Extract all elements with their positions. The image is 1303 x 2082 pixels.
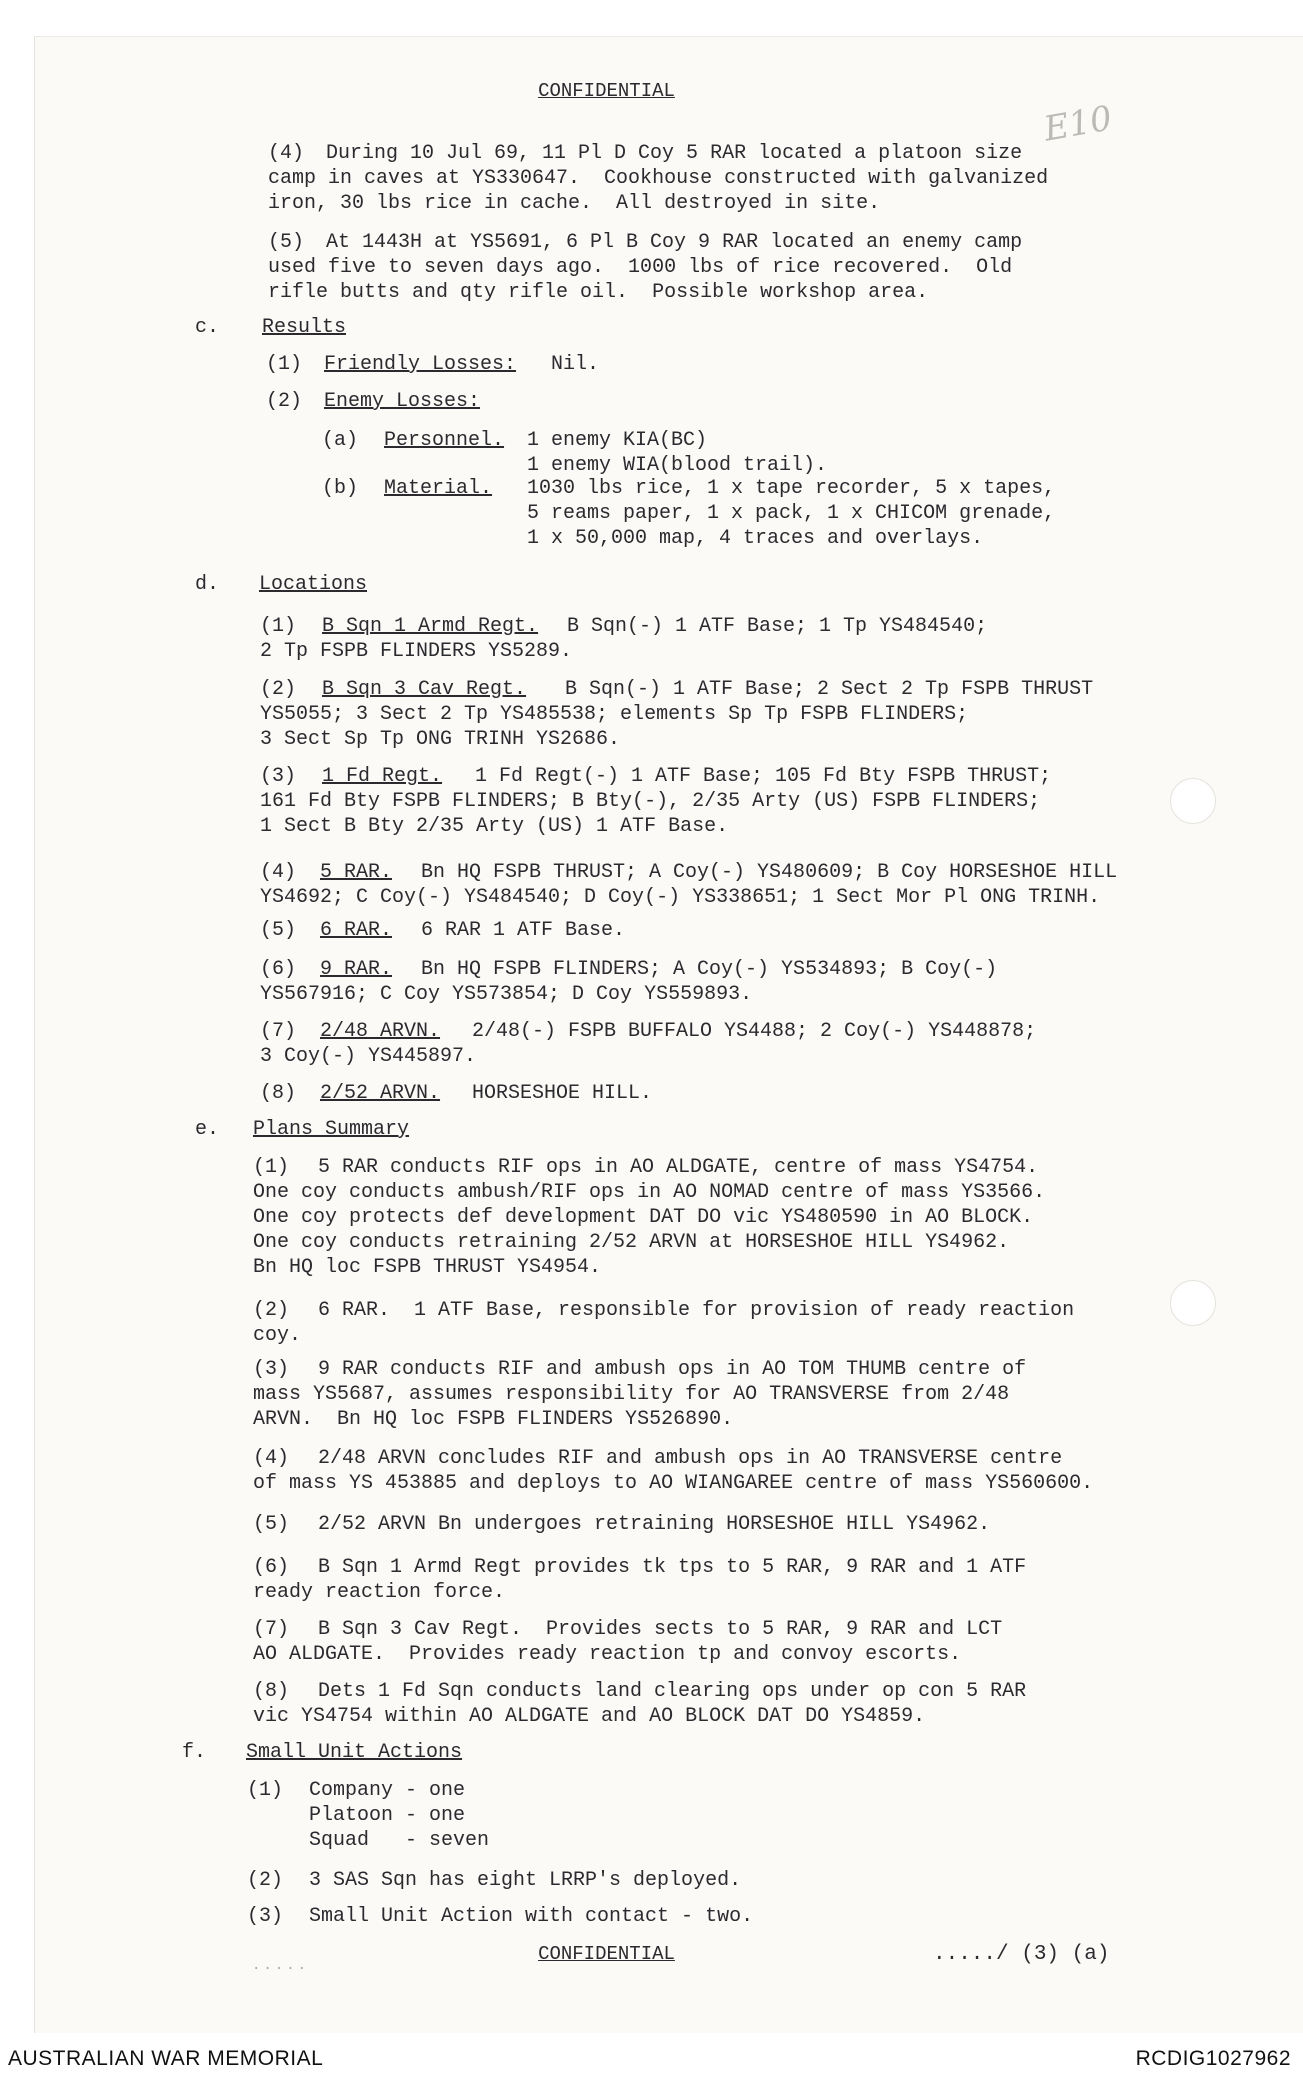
item-text: 2 Tp FSPB FLINDERS YS5289.: [260, 640, 573, 663]
item-text: YS5055; 3 Sect 2 Tp YS485538; elements Sp Tp FSPB FLINDERS;: [260, 703, 969, 726]
item-text: vic YS4754 within AO ALDGATE and AO BLOCK DAT DO YS4859.: [253, 1705, 926, 1728]
item-number: (5): [260, 919, 297, 942]
item-number: (2): [266, 390, 303, 413]
item-text: 5 RAR conducts RIF ops in AO ALDGATE, centre of mass YS4754.: [318, 1156, 1039, 1179]
item-number: (3): [260, 765, 297, 788]
item-number: (7): [253, 1618, 290, 1641]
item-text: 2/52 ARVN Bn undergoes retraining HORSESHOE HILL YS4962.: [318, 1513, 991, 1536]
item-number: (a): [322, 429, 359, 452]
item-label: Material.: [384, 477, 493, 500]
punch-hole: [1170, 1280, 1216, 1326]
item-text: During 10 Jul 69, 11 Pl D Coy 5 RAR located a platoon size: [326, 142, 1023, 165]
item-text: mass YS5687, assumes responsibility for AO TRANSVERSE from 2/48: [253, 1383, 1010, 1406]
item-label: B Sqn 3 Cav Regt.: [322, 678, 527, 701]
item-text: One coy conducts ambush/RIF ops in AO NOMAD centre of mass YS3566.: [253, 1181, 1046, 1204]
item-text: 2/48(-) FSPB BUFFALO YS4488; 2 Coy(-) YS448878;: [472, 1020, 1037, 1043]
item-number: (b): [322, 477, 359, 500]
item-number: (6): [260, 958, 297, 981]
item-number: (2): [253, 1299, 290, 1322]
item-number: (1): [260, 615, 297, 638]
item-text: 9 RAR conducts RIF and ambush ops in AO TOM THUMB centre of: [318, 1358, 1027, 1381]
item-text: 3 SAS Sqn has eight LRRP's deployed.: [309, 1869, 742, 1892]
archive-label: AUSTRALIAN WAR MEMORIAL: [8, 2047, 324, 2070]
item-text: 1 Sect B Bty 2/35 Arty (US) 1 ATF Base.: [260, 815, 729, 838]
item-text: 6 RAR. 1 ATF Base, responsible for provision of ready reaction: [318, 1299, 1075, 1322]
item-text: HORSESHOE HILL.: [472, 1082, 653, 1105]
item-text: Bn HQ loc FSPB THRUST YS4954.: [253, 1256, 602, 1279]
item-text: 1 enemy KIA(BC): [527, 429, 708, 452]
item-text: B Sqn 3 Cav Regt. Provides sects to 5 RAR, 9 RAR and LCT: [318, 1618, 1003, 1641]
item-text: Company - one: [309, 1779, 466, 1802]
item-text: B Sqn(-) 1 ATF Base; 1 Tp YS484540;: [567, 615, 988, 638]
section-letter: e.: [195, 1118, 220, 1141]
item-label: 2/52 ARVN.: [320, 1082, 441, 1105]
item-number: (4): [260, 861, 297, 884]
item-text: 161 Fd Bty FSPB FLINDERS; B Bty(-), 2/35 Arty (US) FSPB FLINDERS;: [260, 790, 1041, 813]
item-text: iron, 30 lbs rice in cache. All destroyed in site.: [268, 192, 881, 215]
item-number: (1): [266, 353, 303, 376]
classification-footer: CONFIDENTIAL: [538, 1943, 675, 1965]
item-number: (4): [253, 1447, 290, 1470]
item-label: Personnel.: [384, 429, 505, 452]
page-dots: .....: [252, 1958, 310, 1974]
item-label: 5 RAR.: [320, 861, 393, 884]
item-label: Friendly Losses:: [324, 353, 517, 376]
item-text: B Sqn(-) 1 ATF Base; 2 Sect 2 Tp FSPB THRUST: [565, 678, 1094, 701]
classification-header: CONFIDENTIAL: [538, 80, 675, 102]
item-number: (4): [268, 142, 305, 165]
section-title: Locations: [259, 573, 368, 596]
section-title: Results: [262, 316, 347, 339]
item-number: (5): [253, 1513, 290, 1536]
item-label: 9 RAR.: [320, 958, 393, 981]
item-text: 1 x 50,000 map, 4 traces and overlays.: [527, 527, 984, 550]
item-number: (8): [260, 1082, 297, 1105]
item-number: (1): [247, 1779, 284, 1802]
item-text: Platoon - one: [309, 1804, 466, 1827]
item-number: (2): [247, 1869, 284, 1892]
item-number: (5): [268, 231, 305, 254]
item-text: Dets 1 Fd Sqn conducts land clearing ops under op con 5 RAR: [318, 1680, 1027, 1703]
item-text: AO ALDGATE. Provides ready reaction tp and convoy escorts.: [253, 1643, 962, 1666]
item-text: Bn HQ FSPB THRUST; A Coy(-) YS480609; B Coy HORSESHOE HILL: [421, 861, 1118, 884]
item-label: 1 Fd Regt.: [322, 765, 443, 788]
item-text: Nil.: [551, 353, 600, 376]
item-text: ARVN. Bn HQ loc FSPB FLINDERS YS526890.: [253, 1408, 734, 1431]
item-text: camp in caves at YS330647. Cookhouse constructed with galvanized: [268, 167, 1049, 190]
item-text: One coy conducts retraining 2/52 ARVN at HORSESHOE HILL YS4962.: [253, 1231, 1010, 1254]
item-text: 5 reams paper, 1 x pack, 1 x CHICOM grenade,: [527, 502, 1056, 525]
page-continuation-ref: ...../ (3) (a): [933, 1943, 1110, 1966]
section-title: Plans Summary: [253, 1118, 410, 1141]
item-text: Small Unit Action with contact - two.: [309, 1905, 754, 1928]
item-number: (8): [253, 1680, 290, 1703]
item-number: (1): [253, 1156, 290, 1179]
item-text: 3 Sect Sp Tp ONG TRINH YS2686.: [260, 728, 621, 751]
item-text: YS4692; C Coy(-) YS484540; D Coy(-) YS338651; 1 Sect Mor Pl ONG TRINH.: [260, 886, 1101, 909]
item-label: 2/48 ARVN.: [320, 1020, 441, 1043]
item-text: rifle butts and qty rifle oil. Possible workshop area.: [268, 281, 929, 304]
item-text: YS567916; C Coy YS573854; D Coy YS559893.: [260, 983, 753, 1006]
punch-hole: [1170, 778, 1216, 824]
item-label: Enemy Losses:: [324, 390, 481, 413]
item-text: Squad - seven: [309, 1829, 490, 1852]
item-text: B Sqn 1 Armd Regt provides tk tps to 5 RAR, 9 RAR and 1 ATF: [318, 1556, 1027, 1579]
item-number: (7): [260, 1020, 297, 1043]
item-text: ready reaction force.: [253, 1581, 506, 1604]
item-text: of mass YS 453885 and deploys to AO WIANGAREE centre of mass YS560600.: [253, 1472, 1094, 1495]
item-number: (6): [253, 1556, 290, 1579]
item-text: 1 enemy WIA(blood trail).: [527, 454, 828, 477]
item-text: 1030 lbs rice, 1 x tape recorder, 5 x tapes,: [527, 477, 1056, 500]
item-number: (3): [247, 1905, 284, 1928]
item-text: 1 Fd Regt(-) 1 ATF Base; 105 Fd Bty FSPB THRUST;: [475, 765, 1052, 788]
item-label: 6 RAR.: [320, 919, 393, 942]
item-text: At 1443H at YS5691, 6 Pl B Coy 9 RAR located an enemy camp: [326, 231, 1023, 254]
section-title: Small Unit Actions: [246, 1741, 463, 1764]
item-text: 2/48 ARVN concludes RIF and ambush ops in AO TRANSVERSE centre: [318, 1447, 1063, 1470]
section-letter: d.: [195, 573, 220, 596]
item-number: (3): [253, 1358, 290, 1381]
section-letter: c.: [195, 316, 220, 339]
item-text: One coy protects def development DAT DO vic YS480590 in AO BLOCK.: [253, 1206, 1034, 1229]
item-text: 3 Coy(-) YS445897.: [260, 1045, 477, 1068]
section-letter: f.: [182, 1741, 207, 1764]
item-text: 6 RAR 1 ATF Base.: [421, 919, 626, 942]
item-text: coy.: [253, 1324, 302, 1347]
item-text: Bn HQ FSPB FLINDERS; A Coy(-) YS534893; B Coy(-): [421, 958, 998, 981]
pencil-annotation: E10: [1041, 98, 1116, 150]
item-number: (2): [260, 678, 297, 701]
item-text: used five to seven days ago. 1000 lbs of rice recovered. Old: [268, 256, 1013, 279]
archive-reference: RCDIG1027962: [1135, 2047, 1291, 2070]
item-label: B Sqn 1 Armd Regt.: [322, 615, 539, 638]
